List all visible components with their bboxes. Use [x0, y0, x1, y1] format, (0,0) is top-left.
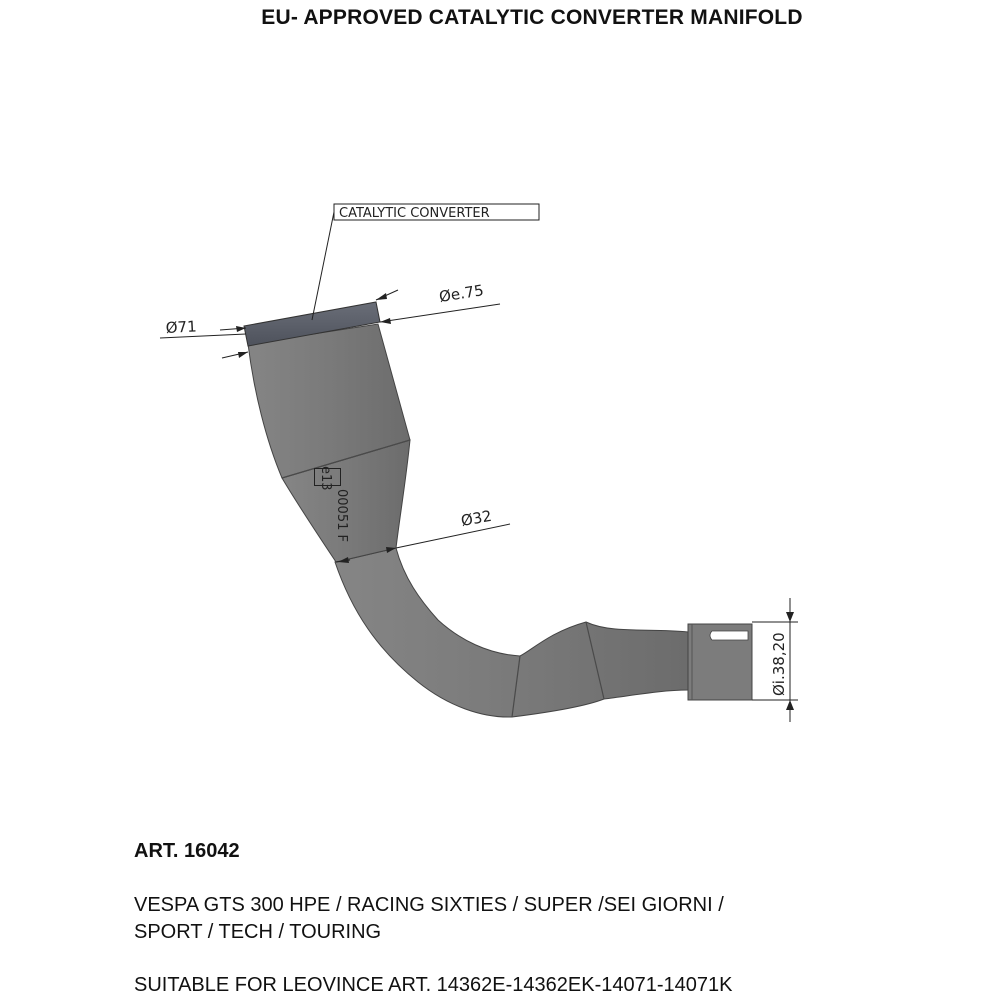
callout-label: CATALYTIC CONVERTER: [339, 206, 490, 221]
suitable-for: SUITABLE FOR LEOVINCE ART. 14362E-14362EK-14071-14071K: [134, 974, 733, 996]
d32-leader: [396, 524, 510, 548]
dim-di3820: Øi.38,20: [770, 632, 788, 696]
page-title: EU- APPROVED CATALYTIC CONVERTER MANIFOLD: [261, 6, 803, 29]
models-line-2: SPORT / TECH / TOURING: [134, 921, 382, 943]
dim-de75: Øe.75: [437, 281, 485, 306]
callout-leader: [312, 212, 334, 320]
approval-number: 00051 F: [334, 489, 349, 542]
de75-arrow2: [380, 318, 391, 324]
di3820-arrow-top: [786, 612, 794, 622]
sleeve-slot: [710, 631, 748, 640]
models-line-1: VESPA GTS 300 HPE / RACING SIXTIES / SUPER /SEI GIORNI /: [134, 894, 724, 916]
di3820-arrow-bot: [786, 700, 794, 710]
dim-d32: Ø32: [459, 506, 494, 530]
dim-d71: Ø71: [165, 317, 198, 337]
e-mark: e13: [318, 466, 333, 491]
article-number: ART. 16042: [134, 840, 240, 862]
de75-arrow: [376, 293, 387, 300]
d71-arrow2: [238, 352, 248, 358]
bent-pipe: [335, 548, 688, 717]
de75-leader: [380, 304, 500, 322]
